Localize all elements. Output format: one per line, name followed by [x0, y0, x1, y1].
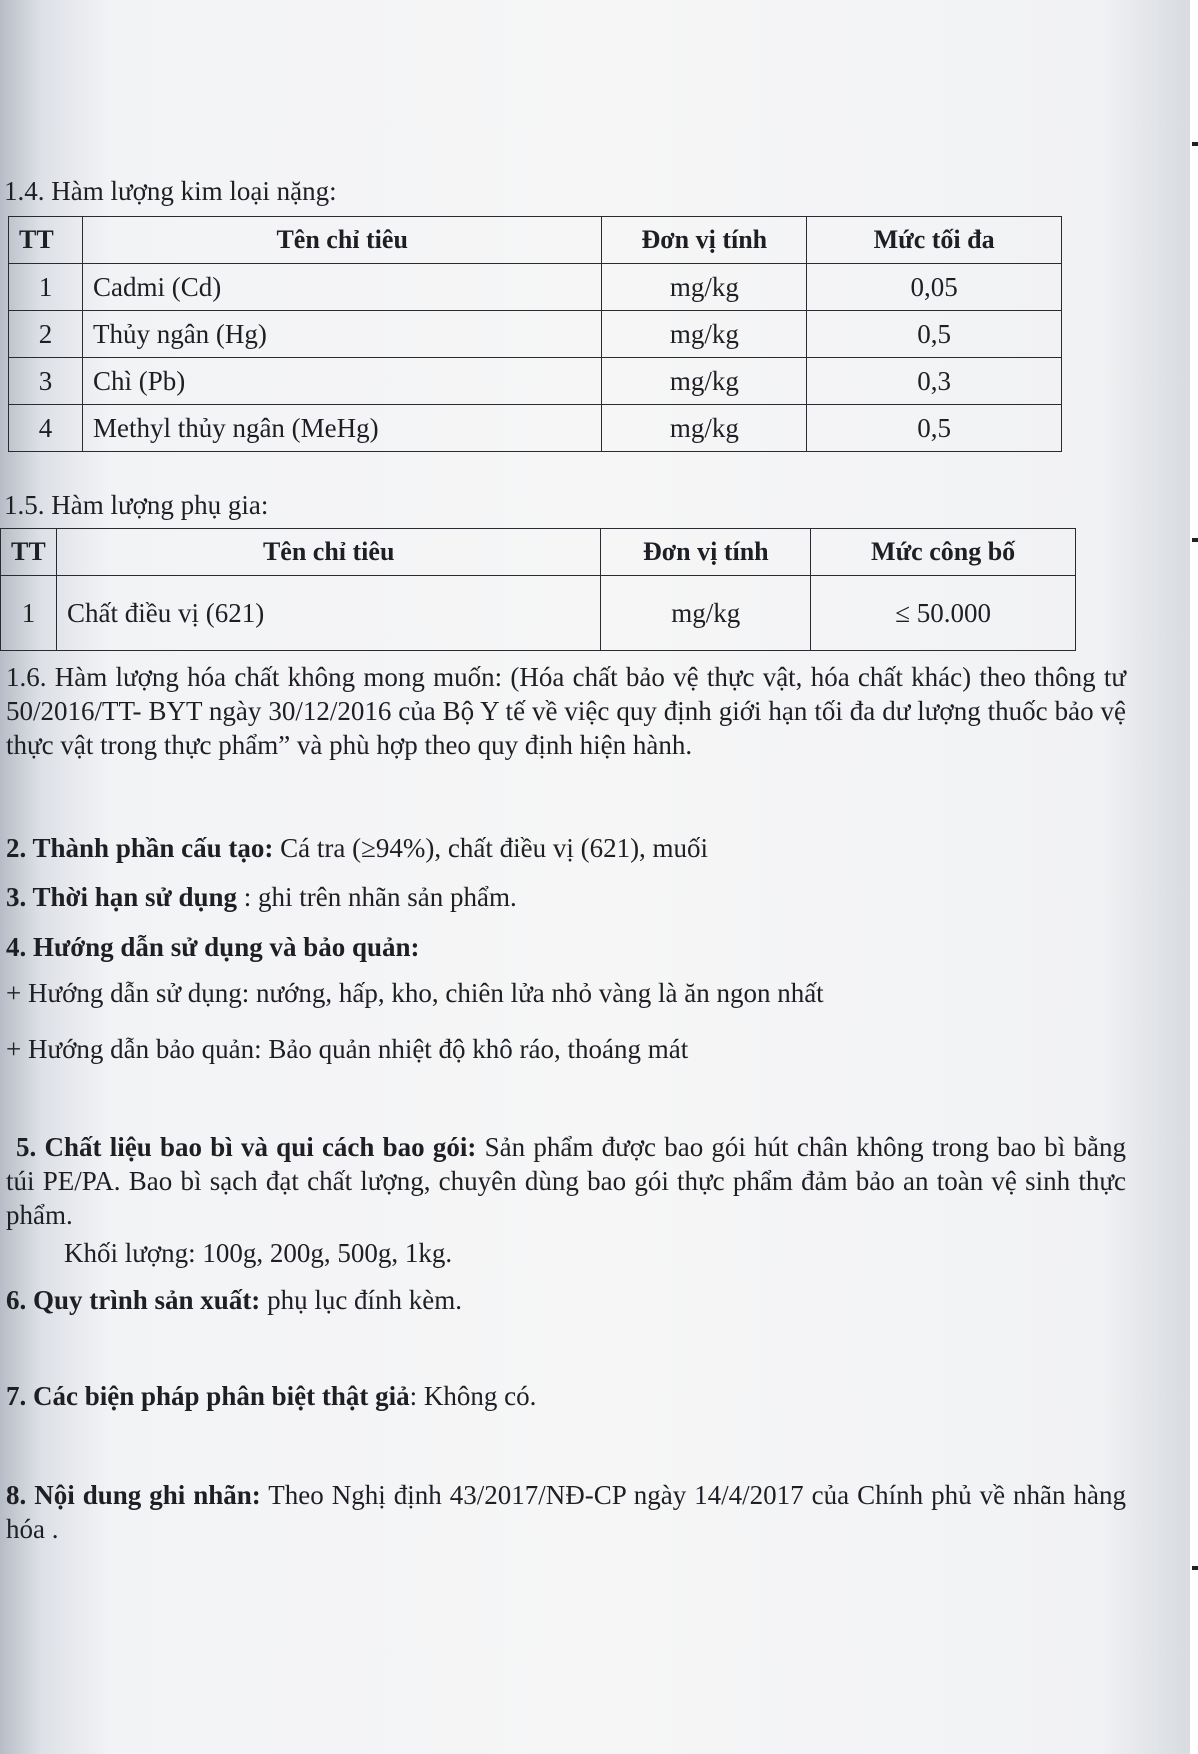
header-max: Mức tối đa: [807, 217, 1062, 264]
section-5-label: 5. Chất liệu bao bì và qui cách bao gói:: [16, 1132, 477, 1162]
edge-mark: [1192, 538, 1198, 542]
section-8-label: 8. Nội dung ghi nhãn:: [6, 1480, 261, 1510]
row-name: Chất điều vị (621): [56, 576, 600, 651]
section-2: [6, 833, 708, 864]
section-7: [6, 1381, 536, 1412]
section-6: [6, 1285, 462, 1316]
header-name: Tên chỉ tiêu: [82, 217, 601, 264]
row-unit: mg/kg: [602, 311, 807, 358]
row-tt: 4: [9, 405, 83, 452]
section-2-label: 2. Thành phần cấu tạo:: [6, 833, 274, 863]
section-6-label: 6. Quy trình sản xuất:: [6, 1285, 261, 1315]
row-unit: mg/kg: [601, 576, 811, 651]
section-1-6-text: 1.6. Hàm lượng hóa chất không mong muốn: (Hóa chất bảo vệ thực vật, hóa chất khác) theo thông tư 50/2016/TT- BYT ngày 30/12/2016 của Bộ Y tế về việc quy định giới hạn tối đa dư lượng thuốc bảo vệ thực vật trong thực phẩm” và phù hợp theo quy định hiện hành.: [6, 662, 1126, 760]
header-unit: Đơn vị tính: [602, 217, 807, 264]
section-7-text: : Không có.: [409, 1381, 537, 1411]
row-tt: 3: [9, 358, 83, 405]
row-tt: 2: [9, 311, 83, 358]
heavy-metals-table: [8, 216, 1062, 452]
section-3-label: 3. Thời hạn sử dụng: [6, 882, 238, 912]
section-4-label: 4. Hướng dẫn sử dụng và bảo quản:: [6, 932, 420, 962]
header-tt: TT: [9, 217, 83, 264]
header-unit: Đơn vị tính: [601, 529, 811, 576]
table-row: [9, 311, 1062, 358]
page-right-margin: [1190, 0, 1198, 1754]
section-6-text: phụ lục đính kèm.: [260, 1285, 463, 1315]
section-1-5-title: 1.5. Hàm lượng phụ gia:: [4, 490, 269, 520]
table-row: [1, 576, 1076, 651]
row-unit: mg/kg: [602, 358, 807, 405]
row-value: 0,05: [807, 264, 1062, 311]
table-row: [9, 405, 1062, 452]
edge-mark: [1192, 1566, 1198, 1570]
row-value: ≤ 50.000: [811, 576, 1076, 651]
row-value: 0,3: [807, 358, 1062, 405]
row-value: 0,5: [807, 311, 1062, 358]
row-tt: 1: [1, 576, 57, 651]
table-header-row: [9, 217, 1062, 264]
header-name: Tên chỉ tiêu: [56, 529, 600, 576]
section-5: [6, 1130, 1126, 1232]
additives-table: [0, 528, 1076, 651]
row-name: Cadmi (Cd): [82, 264, 601, 311]
section-1-4-title: 1.4. Hàm lượng kim loại nặng:: [4, 176, 337, 206]
section-8-text: Theo Nghị định 43/2017/NĐ-CP ngày 14/4/2017 của Chính phủ về nhãn hàng hóa .: [6, 1480, 1127, 1544]
section-7-label: 7. Các biện pháp phân biệt thật giả: [6, 1381, 410, 1411]
section-2-text: Cá tra (≥94%), chất điều vị (621), muối: [273, 833, 709, 863]
table-row: [9, 264, 1062, 311]
section-8: [6, 1478, 1126, 1546]
row-value: 0,5: [807, 405, 1062, 452]
header-declared: Mức công bố: [811, 529, 1076, 576]
row-name: Chì (Pb): [82, 358, 601, 405]
table-header-row: [1, 529, 1076, 576]
section-3-text: : ghi trên nhãn sản phẩm.: [237, 882, 517, 912]
storage-instructions: + Hướng dẫn bảo quản: Bảo quản nhiệt độ khô ráo, thoáng mát: [6, 1034, 689, 1064]
section-3: [6, 882, 517, 913]
edge-mark: [1192, 142, 1198, 146]
usage-instructions: + Hướng dẫn sử dụng: nướng, hấp, kho, chiên lửa nhỏ vàng là ăn ngon nhất: [6, 978, 824, 1008]
table-row: [9, 358, 1062, 405]
row-unit: mg/kg: [602, 405, 807, 452]
row-name: Thủy ngân (Hg): [82, 311, 601, 358]
row-name: Methyl thủy ngân (MeHg): [82, 405, 601, 452]
row-unit: mg/kg: [602, 264, 807, 311]
section-5-text: Sản phẩm được bao gói hút chân không trong bao bì bằng túi PE/PA. Bao bì sạch đạt chất lượng, chuyên dùng bao gói thực phẩm đảm bảo an toàn vệ sinh thực phẩm.: [6, 1132, 1126, 1230]
header-tt: TT: [1, 529, 57, 576]
package-weights: Khối lượng: 100g, 200g, 500g, 1kg.: [64, 1238, 453, 1268]
row-tt: 1: [9, 264, 83, 311]
